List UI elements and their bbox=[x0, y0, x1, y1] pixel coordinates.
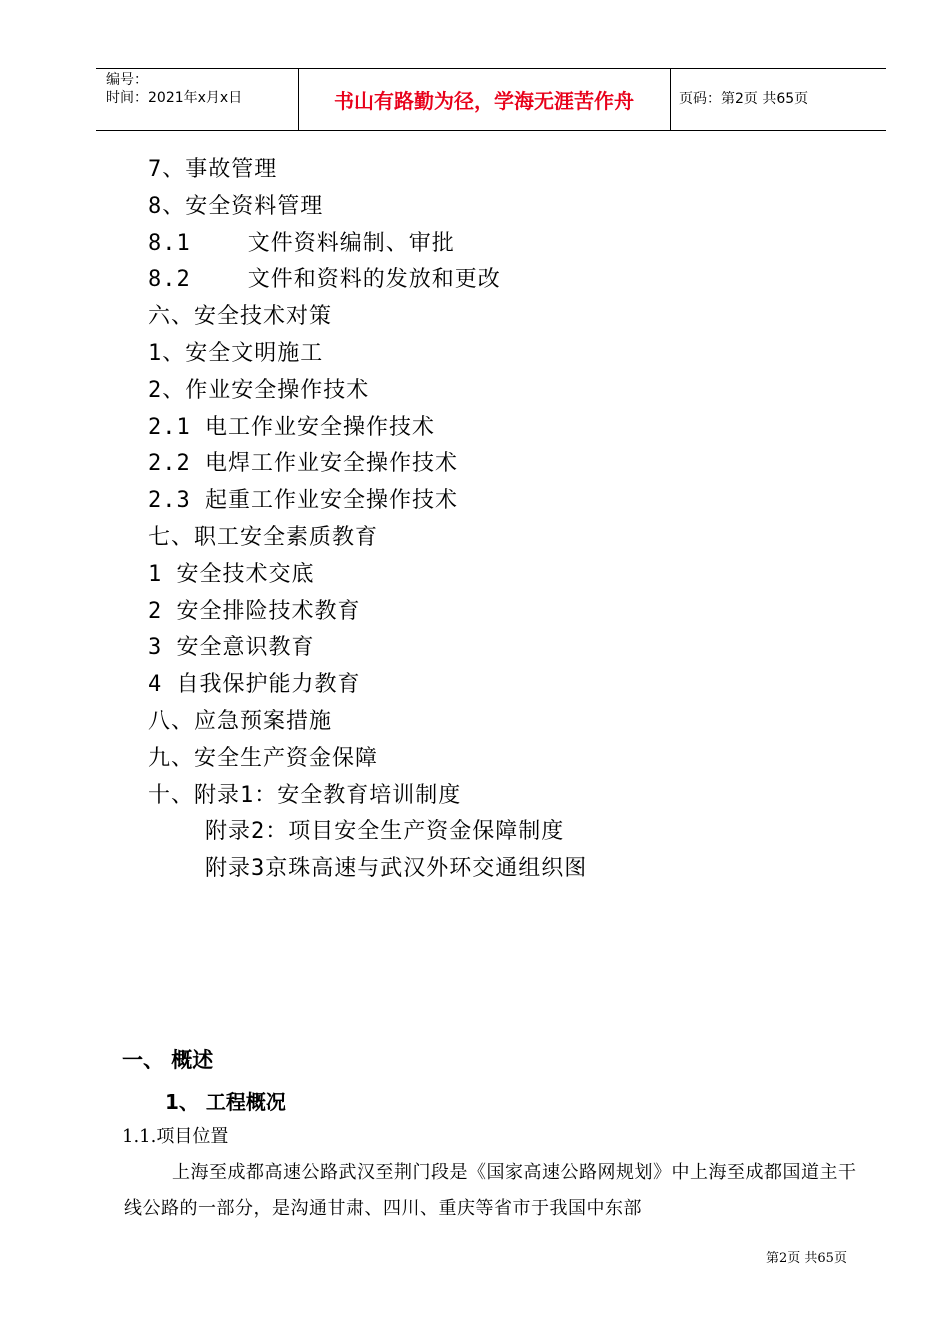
toc-item: 7、事故管理 bbox=[148, 157, 278, 182]
header-left-cell bbox=[96, 69, 299, 130]
toc-item: 1 安全技术交底 bbox=[148, 561, 315, 587]
toc-item: 8.2 文件和资料的发放和更改 bbox=[148, 267, 501, 293]
toc-item: 8、安全资料管理 bbox=[148, 193, 324, 219]
toc-item: 8.1 文件资料编制、审批 bbox=[148, 230, 455, 256]
subsubsection-title: 1.1.项目位置 bbox=[122, 1126, 229, 1147]
toc-item: 九、安全生产资金保障 bbox=[148, 745, 379, 771]
body-paragraph: 上海至成都高速公路武汉至荆门段是《国家高速公路网规划》中上海至成都国道主干线公路的一部分，是沟通甘肃、四川、重庆等省市于我国中东部 bbox=[124, 1162, 857, 1219]
toc-item: 2.1 电工作业安全操作技术 bbox=[148, 414, 435, 440]
document-time-label: 时间：2021年x月x日 bbox=[106, 90, 243, 106]
toc-item: 六、安全技术对策 bbox=[148, 304, 333, 330]
toc-item: 八、应急预案措施 bbox=[148, 709, 333, 734]
subsection-title: 1、 工程概况 bbox=[165, 1090, 286, 1114]
toc-item: 2 安全排险技术教育 bbox=[148, 598, 361, 624]
toc-item: 2、作业安全操作技术 bbox=[148, 377, 370, 403]
document-number-label: 编号： bbox=[106, 72, 148, 88]
header-motto-cell bbox=[298, 69, 671, 130]
toc-item: 2.3 起重工作业安全操作技术 bbox=[148, 488, 458, 514]
toc-item: 4 自我保护能力教育 bbox=[148, 672, 361, 698]
header-right-cell bbox=[671, 69, 886, 130]
toc-item: 附录3京珠高速与武汉外环交通组织图 bbox=[148, 856, 588, 882]
header-motto: 书山有路勤为径，学海无涯苦作舟 bbox=[334, 89, 634, 113]
section-title: 一、 概述 bbox=[122, 1048, 214, 1072]
toc-item: 十、附录1：安全教育培训制度 bbox=[148, 782, 462, 808]
toc-item: 3 安全意识教育 bbox=[148, 635, 315, 661]
page-footer: 第2页 共65页 bbox=[766, 1251, 847, 1266]
toc-item: 附录2：项目安全生产资金保障制度 bbox=[148, 819, 565, 845]
page-header bbox=[96, 68, 886, 131]
toc-item: 1、安全文明施工 bbox=[148, 341, 324, 366]
header-page-info: 页码：第2页 共65页 bbox=[679, 91, 809, 107]
toc-item: 七、职工安全素质教育 bbox=[148, 525, 379, 550]
toc-item: 2.2 电焊工作业安全操作技术 bbox=[148, 451, 458, 477]
